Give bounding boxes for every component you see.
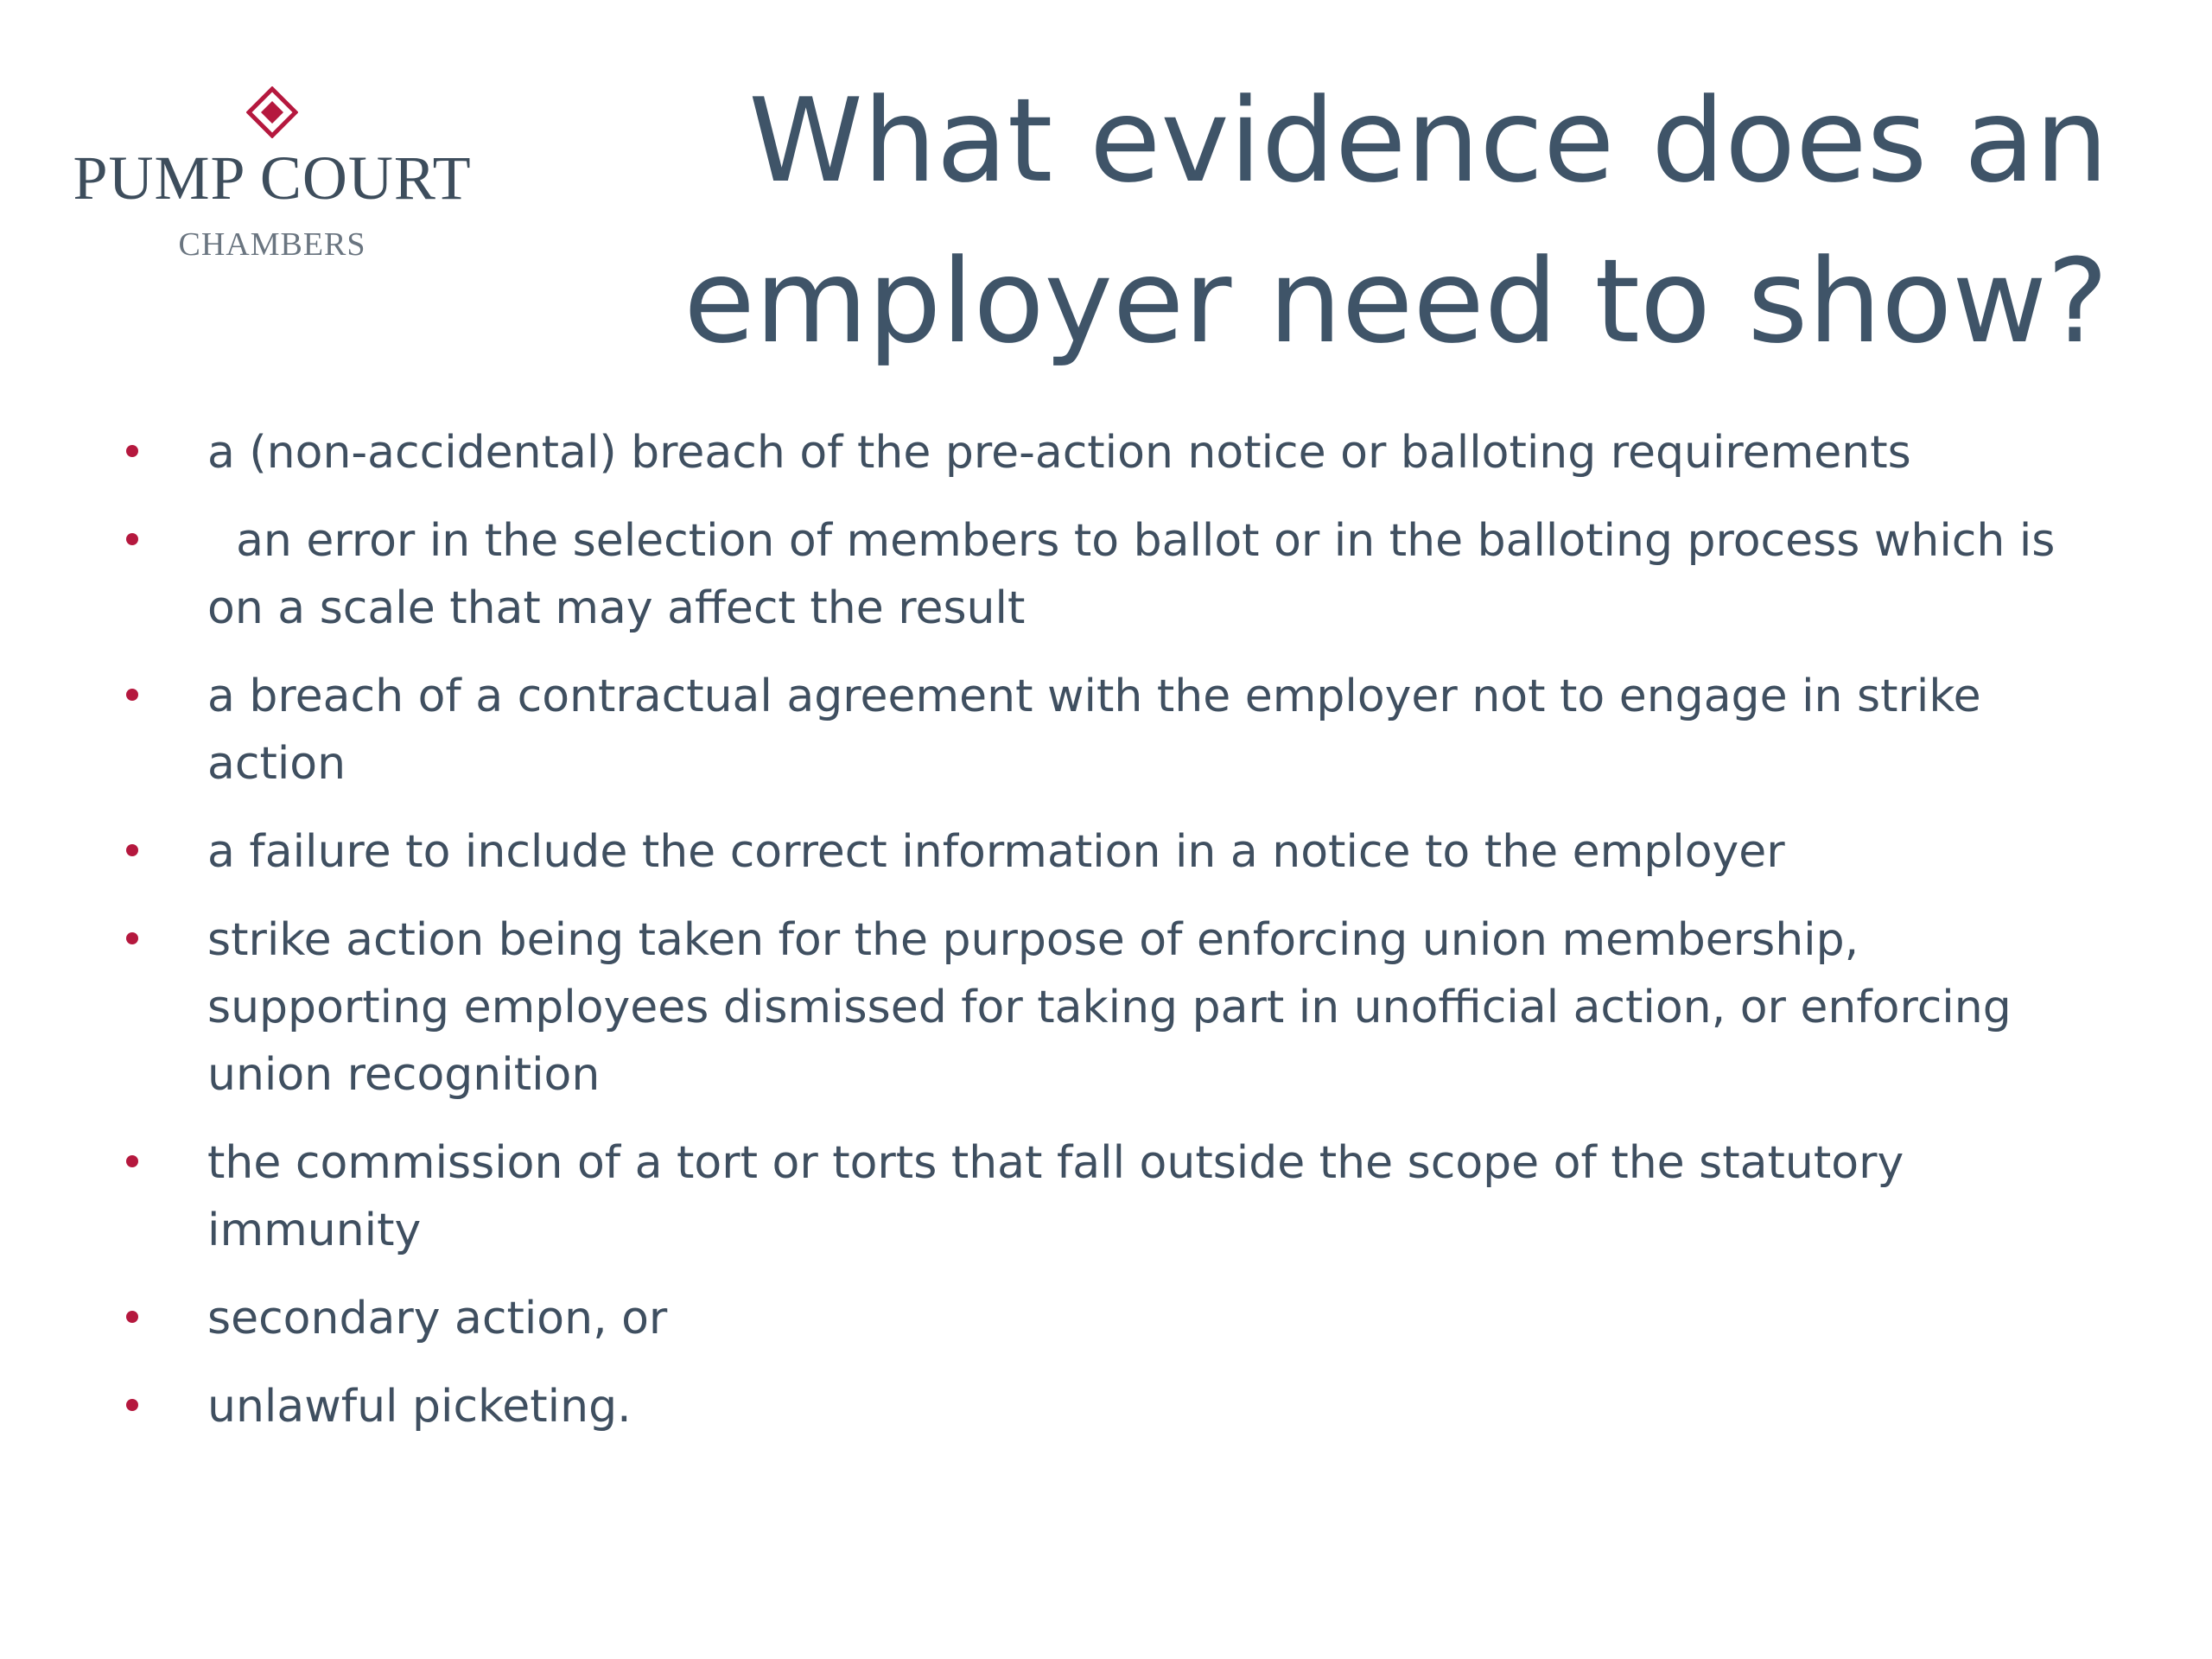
list-item <box>121 663 2100 798</box>
diamond-logo-icon <box>246 86 298 138</box>
bullet-text: a (non-accidental) breach of the pre-action notice or balloting requirements <box>207 427 1911 479</box>
bullet-text: secondary action, or <box>207 1293 668 1344</box>
list-item <box>121 1373 2100 1440</box>
bullet-dot-icon <box>126 1311 138 1323</box>
bullet-text: the commission of a tort or torts that fall outside the scope of the statutory immunity <box>207 1137 1904 1256</box>
bullet-dot-icon <box>126 533 138 545</box>
bullet-dot-icon <box>126 932 138 944</box>
list-item <box>121 818 2100 886</box>
pump-court-logo <box>60 86 484 261</box>
bullet-dot-icon <box>126 445 138 457</box>
bullet-text: a breach of a contractual agreement with the employer not to engage in strike action <box>207 671 1981 790</box>
bullet-text: unlawful picketing. <box>207 1381 632 1433</box>
logo-subtitle: CHAMBERS <box>178 226 366 263</box>
list-item <box>121 906 2100 1109</box>
bullet-list <box>121 419 2100 1461</box>
list-item <box>121 507 2100 642</box>
bullet-text: an error in the selection of members to ballot or in the balloting process which is on a scale that may affect the result <box>207 515 2069 634</box>
bullet-dot-icon <box>126 689 138 701</box>
slide-title: What evidence does an employer need to show? <box>683 73 2108 369</box>
list-item <box>121 1129 2100 1264</box>
logo-name: PUMP COURT <box>73 143 472 213</box>
bullet-dot-icon <box>126 844 138 856</box>
bullet-text: strike action being taken for the purpose of enforcing union membership, supporting employees dismissed for taking part in unofficial action, or enforcing union recognition <box>207 914 2012 1101</box>
bullet-dot-icon <box>126 1155 138 1167</box>
bullet-text: a failure to include the correct information in a notice to the employer <box>207 826 1785 878</box>
bullet-dot-icon <box>126 1399 138 1411</box>
list-item <box>121 1285 2100 1352</box>
list-item <box>121 419 2100 486</box>
